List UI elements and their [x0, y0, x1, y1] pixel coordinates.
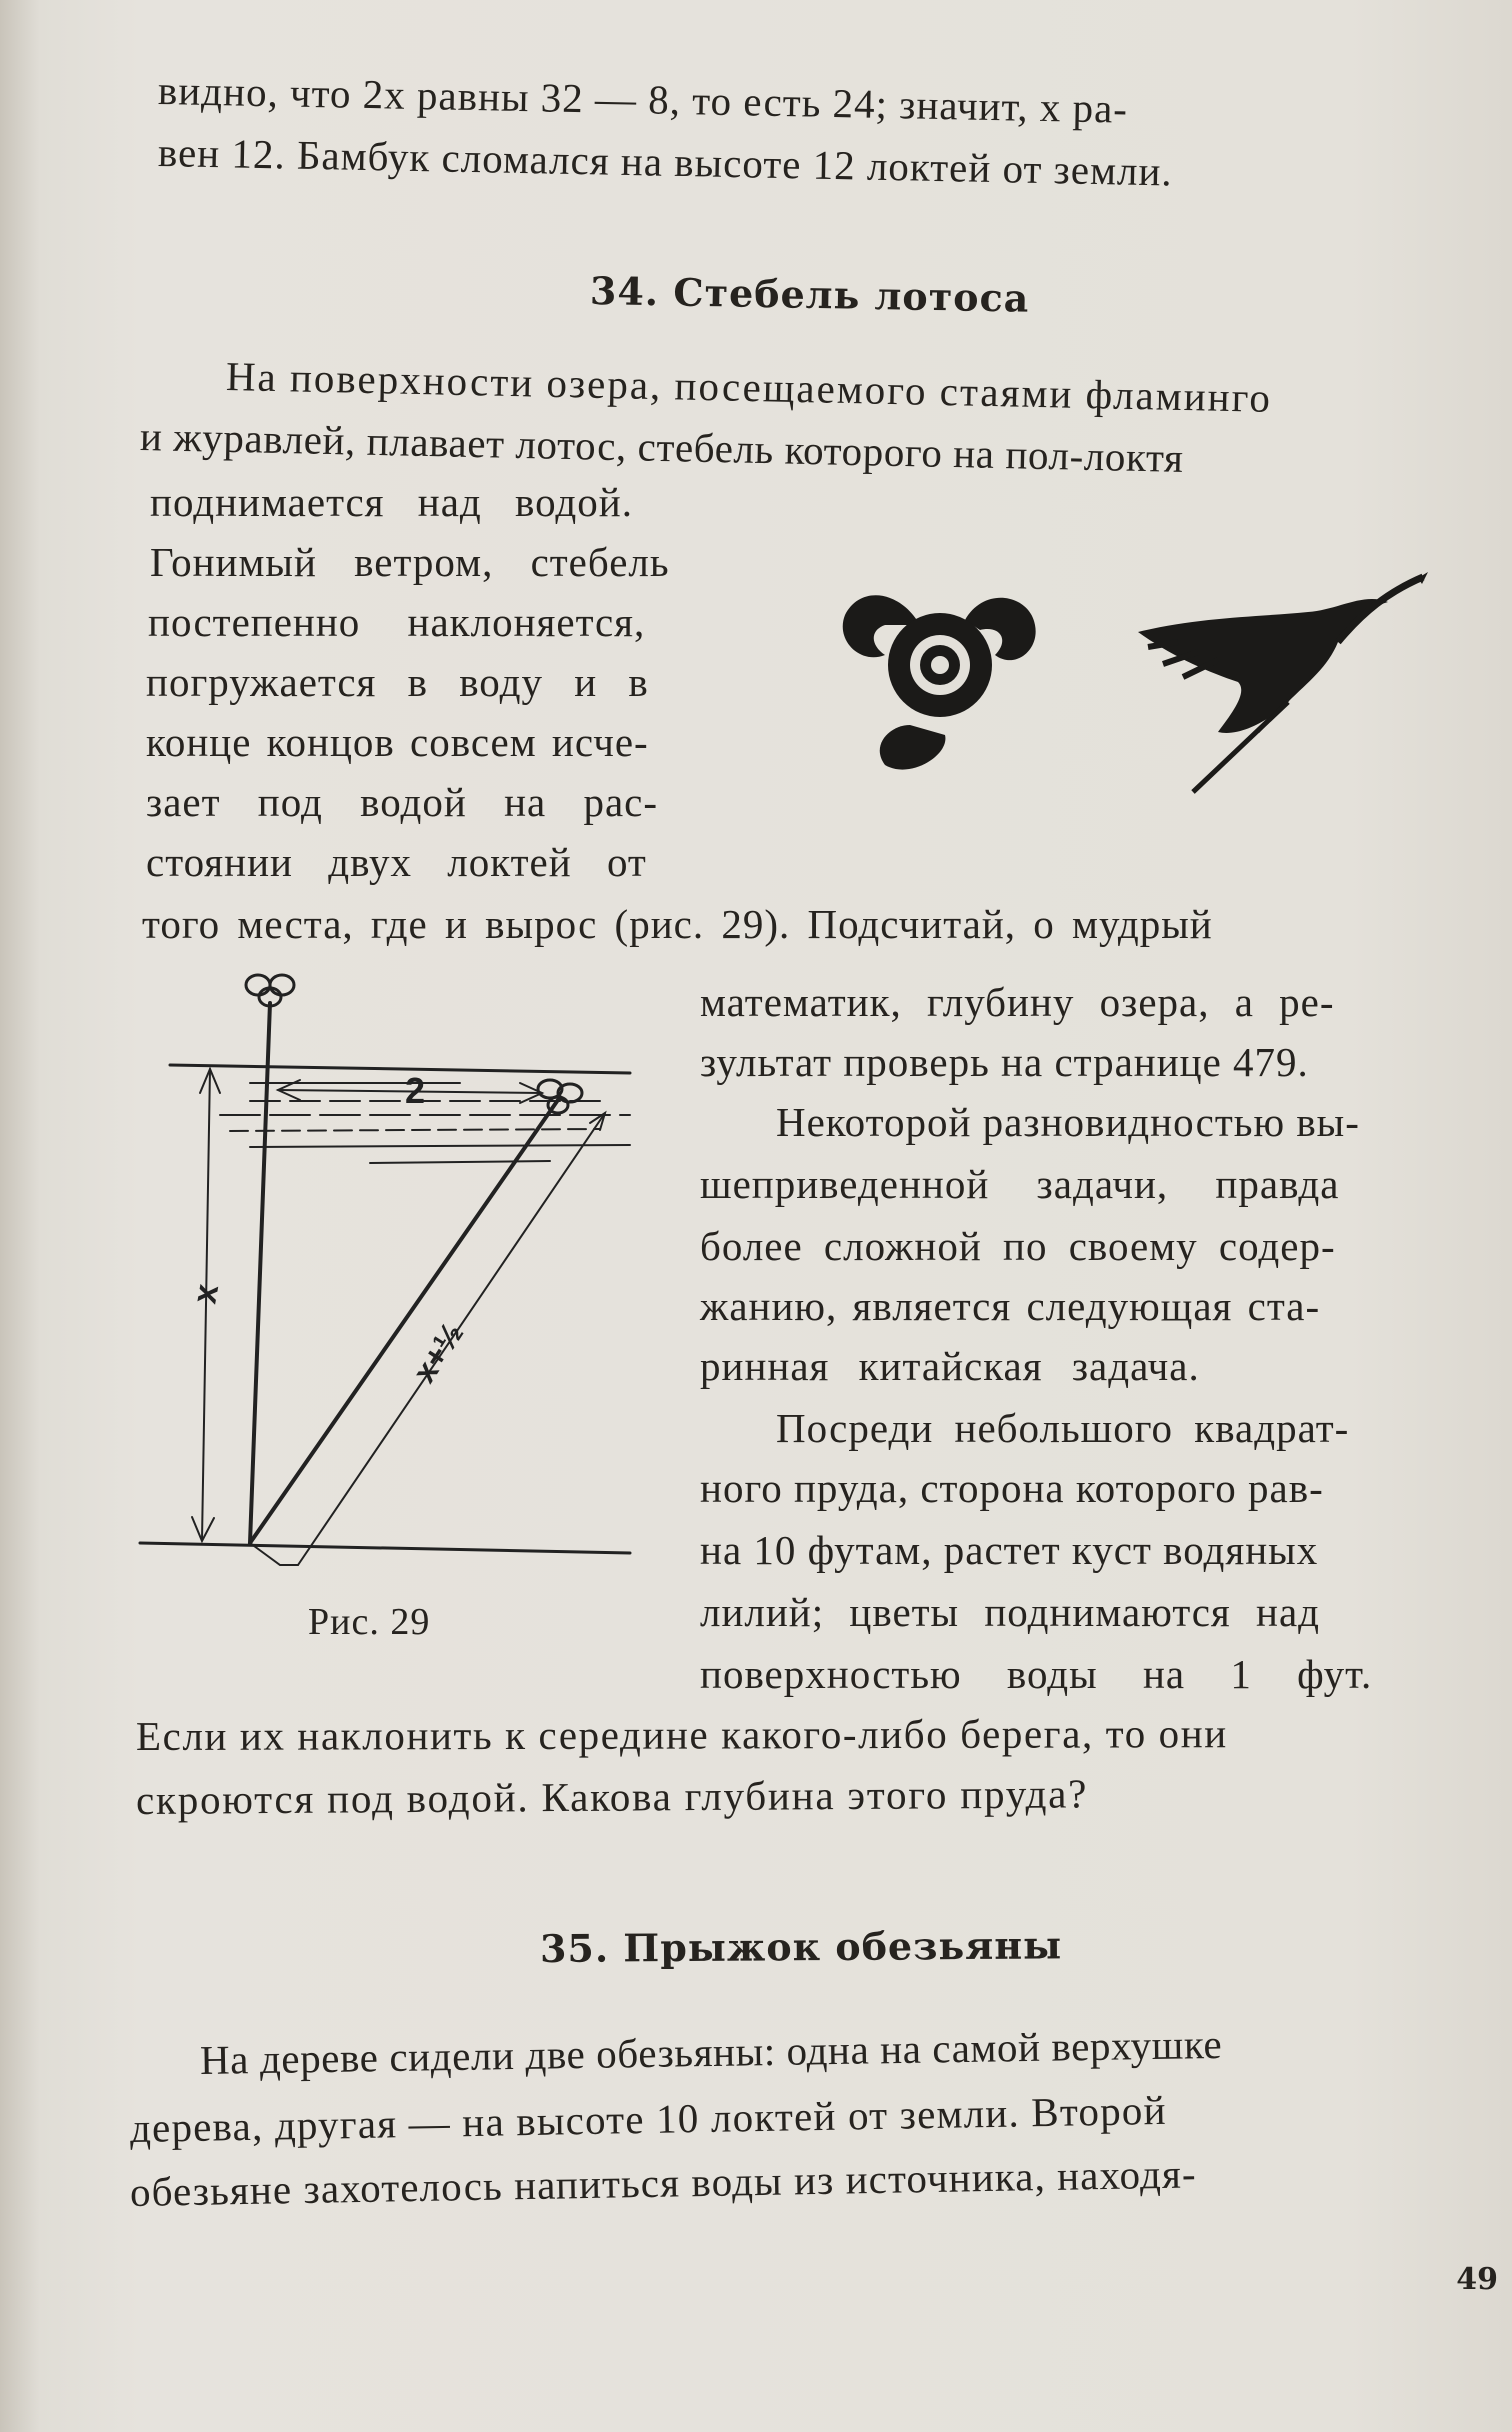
- text-line: поднимается над водой.: [150, 479, 633, 525]
- figure-29-diagram: [130, 965, 650, 1585]
- text-line: На дереве сидели две обезьяны: одна на самой верхушке: [199, 2020, 1223, 2083]
- text-line: конце концов совсем исче-: [146, 719, 649, 765]
- text-line: шеприведенной задачи, правда: [700, 1161, 1340, 1207]
- text-line: зультат проверь на странице 479.: [700, 1039, 1309, 1085]
- text-line: стоянии двух локтей от: [146, 839, 647, 885]
- lotus-icon: [830, 575, 1050, 775]
- text-line: обезьяне захотелось напиться воды из источника, находя-: [129, 2150, 1198, 2215]
- text-line: дерева, другая — на высоте 10 локтей от земли. Второй: [129, 2086, 1168, 2151]
- text-line: скроются под водой. Какова глубина этого пруда?: [135, 1770, 1089, 1823]
- lotus-flower-submerged: [538, 1080, 582, 1113]
- text-line: жанию, является следующая ста-: [700, 1283, 1321, 1329]
- text-line: зает под водой на рас-: [146, 779, 659, 825]
- section-heading-35: 35. Прыжок обезьяны: [539, 1922, 1063, 1971]
- text-line: вен 12. Бамбук сломался на высоте 12 локтей от земли.: [157, 129, 1174, 195]
- water-surface-line: [170, 1065, 630, 1073]
- label-x: x: [185, 1281, 227, 1307]
- crane-icon: [1138, 572, 1428, 802]
- text-line: и журавлей, плавает лотос, стебель которого на пол-локтя: [139, 413, 1184, 481]
- text-line: постепенно наклоняется,: [148, 599, 646, 645]
- text-line: поверхностью воды на 1 фут.: [700, 1651, 1373, 1697]
- text-line: более сложной по своему содер-: [700, 1223, 1336, 1269]
- lake-bottom-line: [140, 1543, 630, 1553]
- text-line: лилий; цветы поднимаются над: [700, 1589, 1321, 1635]
- stem-tilted: [250, 1097, 560, 1543]
- text-line: погружается в воду и в: [146, 659, 649, 705]
- text-line: Если их наклонить к середине какого-либо берега, то они: [135, 1710, 1228, 1759]
- text-line: на 10 футам, растет куст водяных: [700, 1527, 1319, 1573]
- text-line: видно, что 2x равны 32 — 8, то есть 24; значит, x ра-: [157, 67, 1129, 132]
- text-line: того места, где и вырос (рис. 29). Подсчитай, о мудрый: [142, 901, 1213, 947]
- text-line: математик, глубину озера, а ре-: [700, 979, 1335, 1025]
- label-2: 2: [405, 1070, 426, 1111]
- label-x-plus-half: x+½: [405, 1316, 471, 1389]
- text-line: ринная китайская задача.: [700, 1343, 1200, 1389]
- text-line: Посреди небольшого квадрат-: [776, 1405, 1350, 1451]
- text-line: Гонимый ветром, стебель: [150, 539, 670, 585]
- text-line: На поверхности озера, посещаемого стаями фламинго: [225, 353, 1273, 421]
- page-number: 49: [1456, 2262, 1498, 2297]
- text-line: Некоторой разновидностью вы-: [776, 1099, 1360, 1145]
- text-line: ного пруда, сторона которого рав-: [700, 1465, 1324, 1511]
- figure-caption: Рис. 29: [308, 1601, 431, 1643]
- section-heading-34: 34. Стебель лотоса: [589, 268, 1030, 321]
